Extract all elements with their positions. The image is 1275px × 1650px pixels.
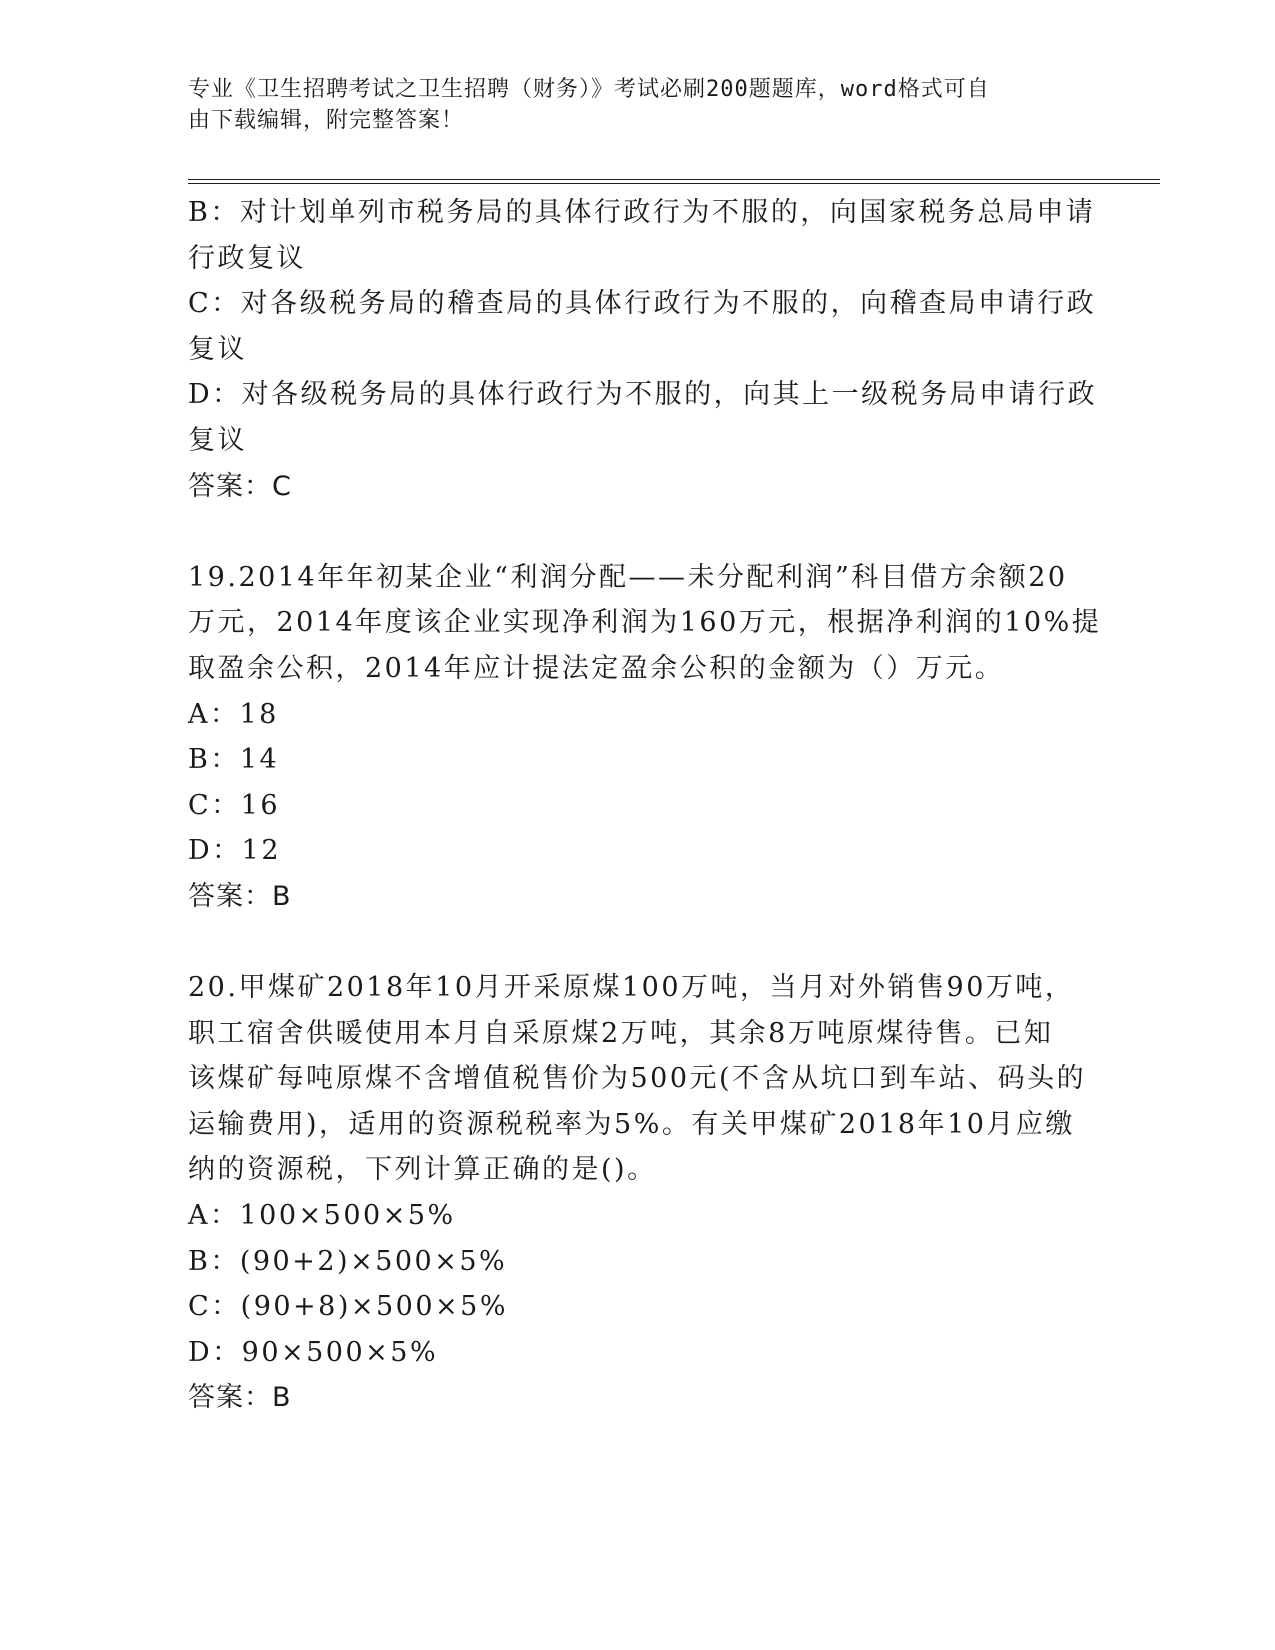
q20-stem-line-5: 纳的资源税，下列计算正确的是()。	[188, 1154, 657, 1186]
header-line-2: 由下载编辑，附完整答案！	[188, 108, 465, 133]
q19-stem-line-1: 19.2014年年初某企业“利润分配——未分配利润”科目借方余额20	[188, 561, 1068, 593]
q20-option-a: A：100×500×5%	[188, 1200, 456, 1232]
q18-option-b-line-1: B：对计划单列市税务局的具体行政行为不服的，向国家税务总局申请	[188, 197, 1096, 228]
header-line-1: 专业《卫生招聘考试之卫生招聘（财务）》考试必刷200题题库，word格式可自	[188, 77, 990, 102]
question-19	[188, 555, 1102, 920]
q19-option-b: B：14	[188, 744, 280, 776]
q20-option-d: D：90×500×5%	[188, 1336, 439, 1368]
question-content	[188, 190, 1102, 1421]
q20-answer: 答案：B	[188, 1382, 292, 1414]
spacer	[188, 509, 1088, 555]
q20-stem-line-4: 运输费用)，适用的资源税税率为5%。有关甲煤矿2018年10月应缴	[188, 1108, 1075, 1140]
q19-stem-line-3: 取盈余公积，2014年应计提法定盈余公积的金额为（）万元。	[188, 652, 1005, 684]
q20-option-b: B：(90+2)×500×5%	[188, 1245, 508, 1277]
q18-option-c-line-2: 复议	[188, 333, 247, 365]
document-header	[188, 74, 1068, 136]
q18-option-b-line-2: 行政复议	[188, 242, 306, 274]
q20-stem-line-1: 20.甲煤矿2018年10月开采原煤100万吨，当月对外销售90万吨，	[188, 972, 1075, 1004]
q19-option-d: D：12	[188, 835, 282, 867]
question-18-tail	[188, 190, 1098, 509]
q18-option-c-line-1: C：对各级税务局的稽查局的具体行政行为不服的，向稽查局申请行政	[188, 288, 1097, 320]
question-20	[188, 965, 1088, 1421]
header-divider	[188, 179, 1160, 184]
q20-stem-line-2: 职工宿舍供暖使用本月自采原煤2万吨，其余8万吨原煤待售。已知	[188, 1017, 1054, 1049]
q19-stem-line-2: 万元，2014年度该企业实现净利润为160万元，根据净利润的10%提	[188, 607, 1102, 639]
spacer	[188, 920, 1088, 966]
q20-option-c: C：(90+8)×500×5%	[188, 1291, 508, 1323]
q18-answer: 答案：C	[188, 470, 292, 502]
q19-answer: 答案：B	[188, 880, 292, 912]
q20-stem-line-3: 该煤矿每吨原煤不含增值税售价为500元(不含从坑口到车站、码头的	[188, 1063, 1087, 1095]
q18-option-d-line-2: 复议	[188, 424, 247, 456]
q19-option-c: C：16	[188, 789, 281, 821]
q18-option-d-line-1: D：对各级税务局的具体行政行为不服的，向其上一级税务局申请行政	[188, 379, 1098, 411]
q19-option-a: A：18	[188, 698, 279, 730]
